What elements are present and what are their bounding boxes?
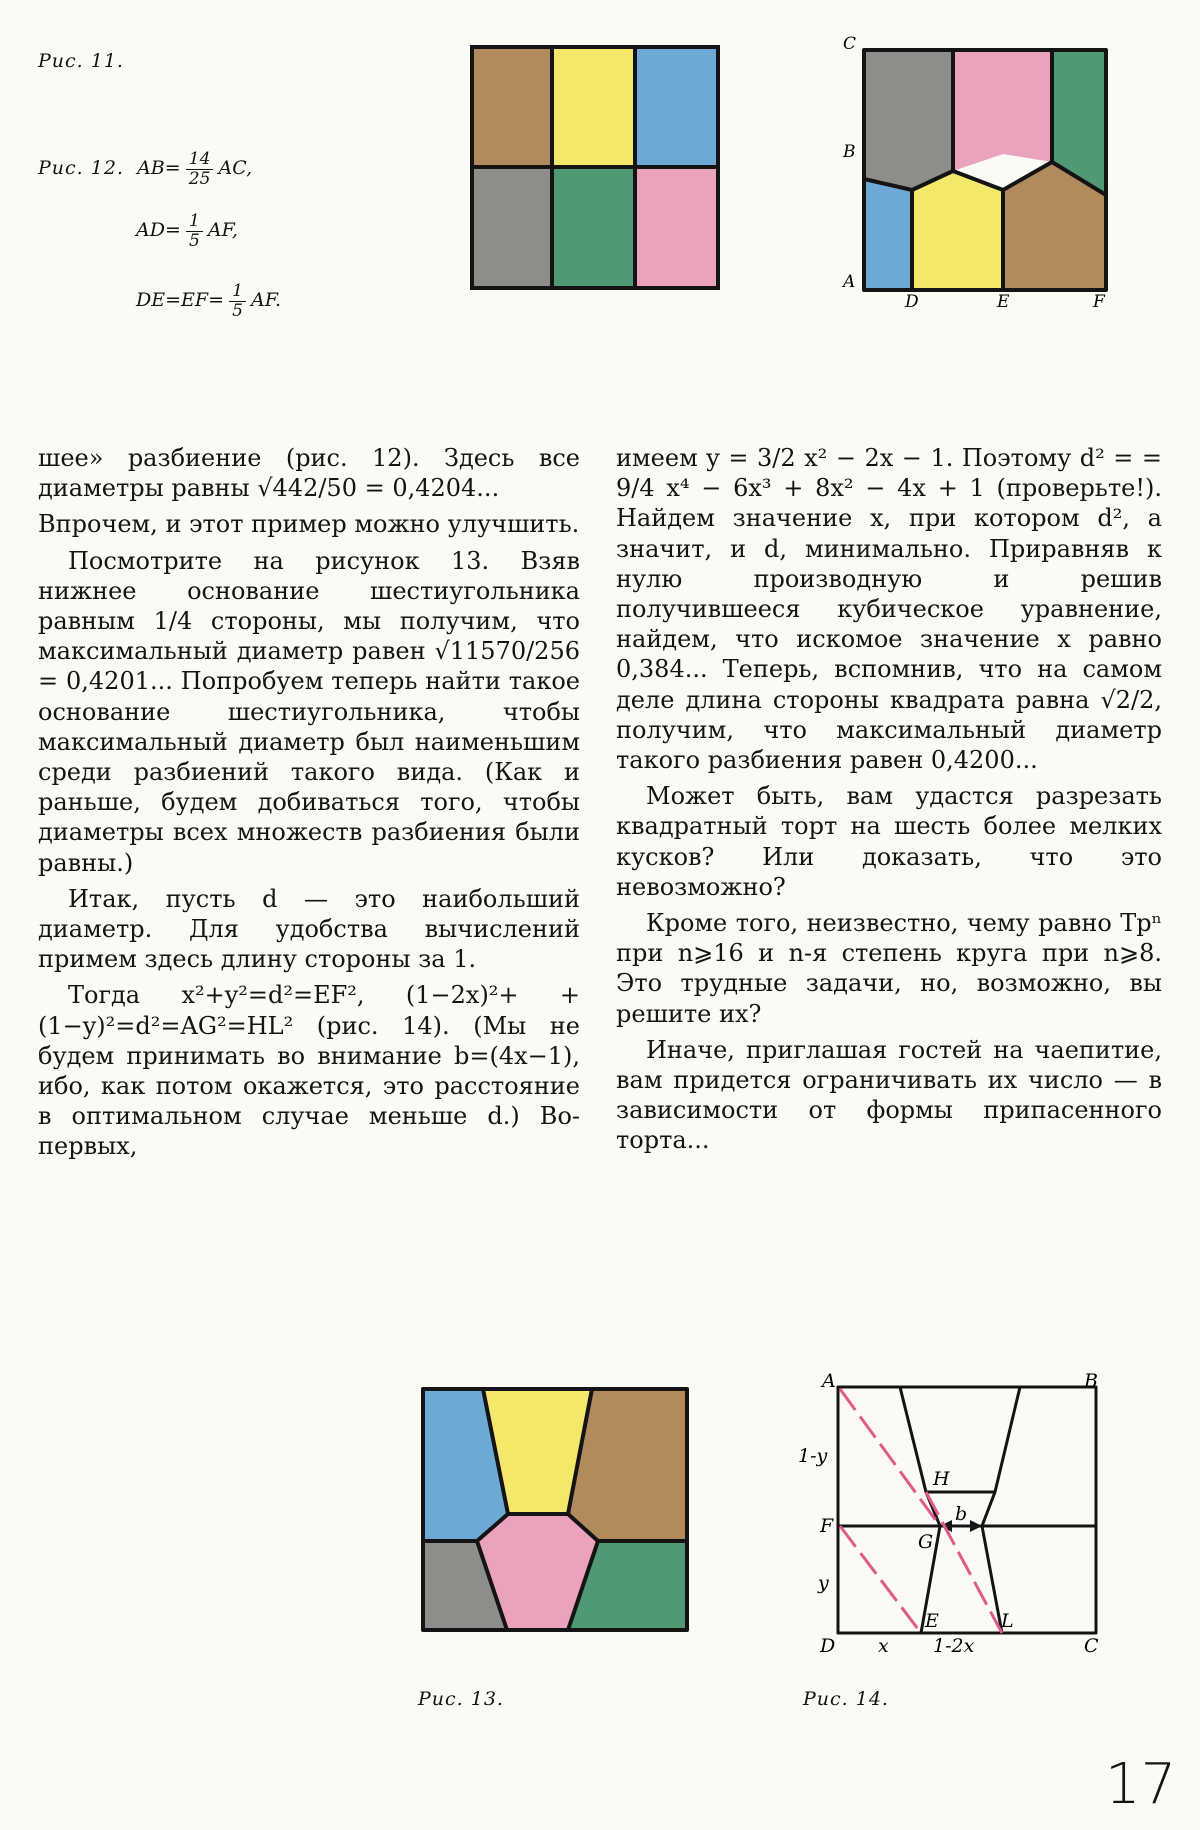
page-number: 17: [1105, 1752, 1177, 1817]
fig14-label-1-y: 1-y: [798, 1445, 828, 1467]
fig12-label-C: C: [843, 35, 857, 54]
fig14-label-H: H: [933, 1468, 950, 1490]
fig14-label-b: b: [955, 1503, 968, 1525]
fig14-label-L: L: [1001, 1610, 1014, 1632]
fig12-label-A: A: [843, 272, 856, 292]
left-text-column: [38, 443, 580, 1162]
fig12-piece-pink: [953, 50, 1052, 171]
fig14-label-F: F: [820, 1515, 834, 1537]
fig11-square: [470, 45, 720, 290]
fig14-caption: Рис. 14.: [803, 1688, 889, 1710]
formula-ab-lhs: AB=: [137, 157, 181, 179]
fig14-label-D: D: [820, 1635, 836, 1655]
fig14-diagram: [780, 1365, 1120, 1655]
fig14-right-boundary: [982, 1387, 1020, 1633]
fig11-piece-pink: [635, 167, 718, 288]
fig11-piece-blue: [635, 47, 718, 167]
formula-ab-rhs: AC,: [218, 157, 253, 179]
right-paragraph-4: Иначе, приглашая гостей на чаепитие, вам придется ограничивать их число — в зависимости от формы припасенного торта...: [616, 1035, 1162, 1155]
formula-de-ef: DE=EF= $\frac{1}{5}$ AF.: [136, 281, 281, 321]
fig14-label-1-2x: 1-2x: [933, 1635, 975, 1655]
left-paragraph-5: Тогда x²+y²=d²=EF², (1−2x)²+ +(1−y)²=d²=AG²=HL² (рис. 14). (Мы не будем принимать во внимание b=(4x−1), ибо, как потом окажется, это расстояние в оптимальном случае меньше d.) Во-первых,: [38, 981, 580, 1161]
fig13-caption: Рис. 13.: [418, 1688, 504, 1710]
fig12-piece-yellow: [912, 171, 1003, 290]
right-text-column: [616, 443, 1162, 1156]
fig14-label-x: x: [878, 1635, 889, 1655]
fig14-dashed-AG: [840, 1389, 940, 1526]
fig14-label-A: A: [822, 1370, 836, 1392]
left-paragraph-4: Итак, пусть d — это наибольший диаметр. Для удобства вычислений примем здесь длину стороны за 1.: [38, 884, 580, 974]
fig14-label-B: B: [1084, 1370, 1098, 1392]
fig12-caption: [38, 150, 252, 189]
fig14-label-C: C: [1084, 1635, 1099, 1655]
formula-ad: AD= $\frac{1}{5}$ AF,: [136, 211, 238, 251]
fig12-piece-blue: [864, 179, 912, 290]
fig11-piece-yellow: [552, 47, 635, 167]
left-paragraph-2: Впрочем, и этот пример можно улучшить.: [38, 510, 580, 539]
fig11-piece-green: [552, 167, 635, 288]
fig11-caption: Рис. 11.: [38, 50, 124, 72]
fig14-arrow-right-head: [970, 1520, 982, 1532]
fig14-label-E: E: [925, 1610, 939, 1632]
fig14-label-y: y: [818, 1572, 829, 1594]
fig11-piece-gray: [472, 167, 552, 288]
fig12-label-E: E: [997, 292, 1010, 310]
right-paragraph-3: Кроме того, неизвестно, чему равно Tpⁿ при n⩾16 и n-я степень круга при n⩾8. Это трудные задачи, но, возможно, вы решите их?: [616, 909, 1162, 1028]
formula-ab-frac: $\frac{14}{25}$: [186, 150, 214, 189]
fig12-label-D: D: [905, 292, 919, 310]
left-paragraph-3: Посмотрите на рисунок 13. Взяв нижнее основание шестиугольника равным 1/4 стороны, мы получим, что максимальный диаметр равен √11570/256 = 0,4201... Попробуем теперь найти такое основание шестиугольника, чтобы максимальный диаметр был наименьшим среди разбиений такого вида. (Как и раньше, будем добиваться того, чтобы диаметры всех множеств разбиения были равны.): [38, 546, 580, 877]
fig12-piece-gray: [864, 50, 953, 190]
fig11-piece-brown: [472, 47, 552, 167]
fig12-label-B: B: [843, 142, 856, 162]
fig12-label-F: F: [1093, 292, 1105, 310]
fig12-label: Рис. 12.: [38, 157, 124, 179]
fig14-label-G: G: [918, 1531, 934, 1553]
fig13-square: [420, 1386, 690, 1632]
fig12-square: [825, 35, 1125, 310]
right-paragraph-2: Может быть, вам удастся разрезать квадратный торт на шесть более мелких кусков? Или доказать, что это невозможно?: [616, 782, 1162, 901]
right-paragraph-1: имеем y = 3/2 x² − 2x − 1. Поэтому d² = = 9/4 x⁴ − 6x³ + 8x² − 4x + 1 (проверьте!). Найдем значение x, при котором d², а значит, и d, минимально. Приравняв к нулю производную и решив получившееся кубическое уравнение, найдем, что искомое значение x равно 0,384... Теперь, вспомнив, что на самом деле длина стороны квадрата равна √2/2, получим, что максимальный диаметр такого разбиения равен 0,4200...: [616, 444, 1162, 775]
left-paragraph-1: шее» разбиение (рис. 12). Здесь все диаметры равны √442/50 = 0,4204...: [38, 444, 580, 503]
fig14-dashed-FE: [840, 1526, 921, 1633]
